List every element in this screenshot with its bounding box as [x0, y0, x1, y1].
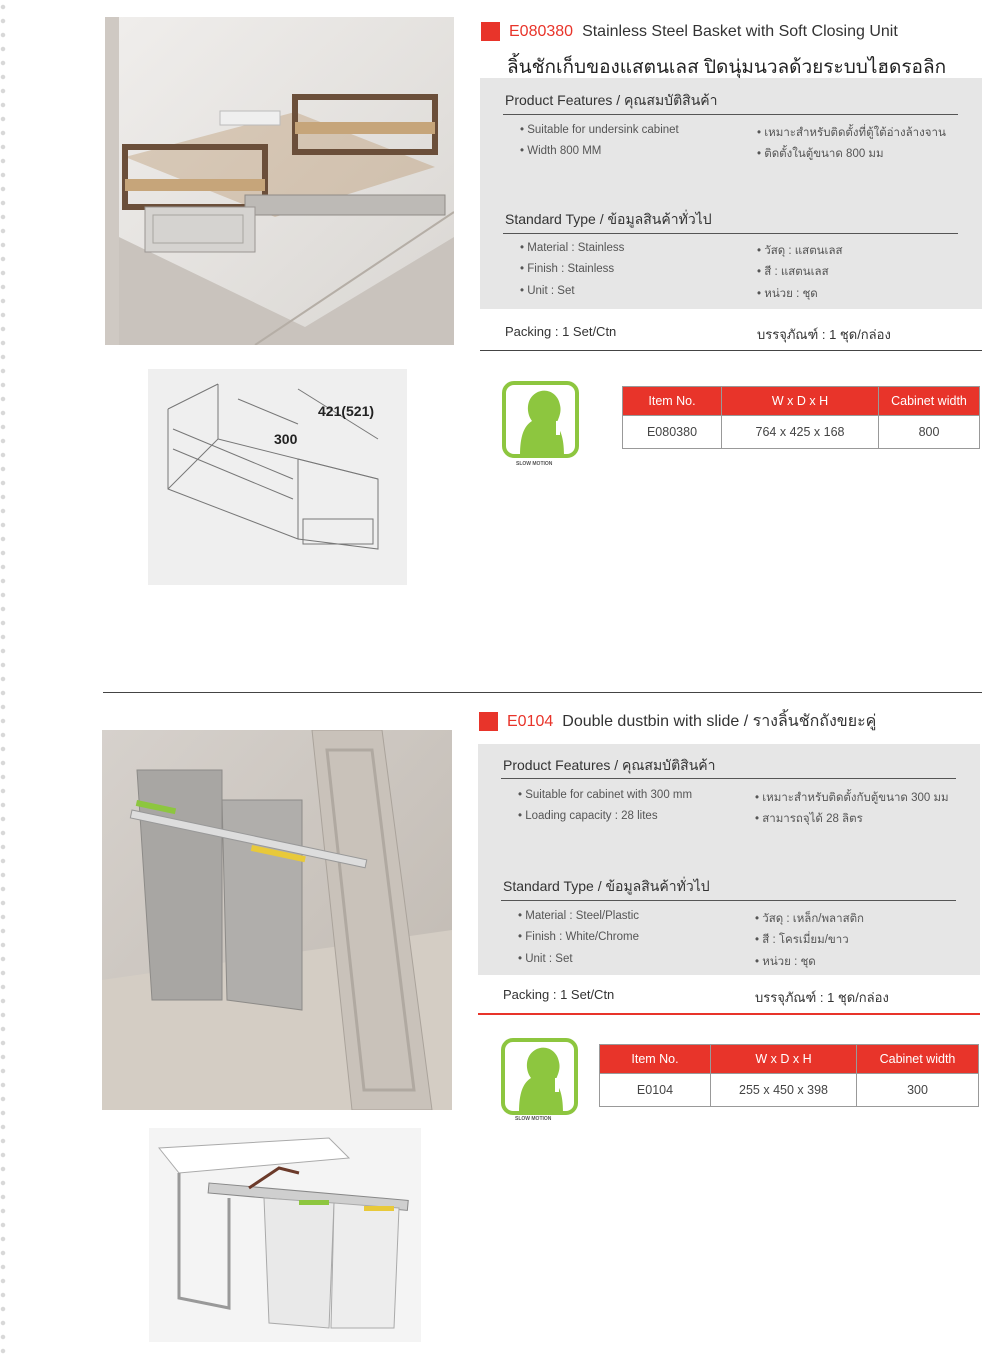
- heading-rule: [503, 114, 958, 115]
- table-header: W x D x H: [722, 387, 879, 416]
- features-heading: Product Features / คุณสมบัติสินค้า: [503, 757, 716, 773]
- product-code: E080380: [509, 22, 574, 40]
- standard-heading: Standard Type / ข้อมูลสินค้าทั่วไป: [503, 878, 710, 894]
- standard-item: • Material : Stainless: [520, 242, 624, 254]
- logo-caption: SLOW MOTION: [516, 461, 553, 467]
- table-row: [623, 416, 980, 449]
- feature-item: • Width 800 MM: [520, 145, 601, 157]
- divider-red: [478, 1013, 980, 1015]
- product-title-en: Stainless Steel Basket with Soft Closing Unit: [582, 22, 898, 40]
- table-cell: 300: [857, 1074, 979, 1107]
- feature-item: • Suitable for undersink cabinet: [520, 124, 679, 136]
- packing-en: Packing : 1 Set/Ctn: [505, 324, 617, 339]
- standard-item-th: • วัสดุ : แสตนเลส: [757, 242, 843, 260]
- feature-item-th: • ติดตั้งในตู้ขนาด 800 มม: [757, 145, 884, 163]
- standard-item: • Finish : Stainless: [520, 263, 614, 275]
- dimension-drawing: [148, 369, 407, 585]
- packing-th: บรรจุภัณฑ์ : 1 ชุด/กล่อง: [755, 990, 889, 1005]
- spec-table: [622, 386, 980, 449]
- standard-item-th: • วัสดุ : เหล็ก/พลาสติก: [755, 910, 864, 928]
- product-photo-dustbin-frame: [149, 1128, 421, 1342]
- table-header: Cabinet width: [879, 387, 980, 416]
- feature-item: • Loading capacity : 28 lites: [518, 810, 658, 822]
- standard-item-th: • สี : แสตนเลส: [757, 263, 829, 281]
- standard-item-th: • สี : โครเมี่ยม/ขาว: [755, 931, 849, 949]
- table-header: Item No.: [623, 387, 722, 416]
- table-row: [600, 1074, 979, 1107]
- product-code: E0104: [507, 712, 554, 730]
- packing-en: Packing : 1 Set/Ctn: [503, 987, 615, 1002]
- standard-heading: Standard Type / ข้อมูลสินค้าทั่วไป: [505, 211, 712, 227]
- product-photo-basket: [105, 17, 454, 345]
- standard-item: • Finish : White/Chrome: [518, 931, 639, 943]
- dimension-label: 421(521): [318, 403, 375, 419]
- standard-item-th: • หน่วย : ชุด: [757, 285, 818, 303]
- slow-motion-logo: [502, 381, 579, 467]
- table-header: W x D x H: [711, 1045, 857, 1074]
- slow-motion-logo: [501, 1038, 578, 1122]
- feature-item-th: • สามารถจุได้ 28 ลิตร: [755, 810, 863, 828]
- table-cell: 764 x 425 x 168: [722, 416, 879, 449]
- product-title-th: ลิ้นชักเก็บของแสตนเลส ปิดนุ่มนวลด้วยระบบไฮดรอลิก: [507, 57, 947, 78]
- packing-th: บรรจุภัณฑ์ : 1 ชุด/กล่อง: [757, 327, 891, 342]
- heading-rule: [501, 900, 956, 901]
- feature-item: • Suitable for cabinet with 300 mm: [518, 789, 692, 801]
- features-heading: Product Features / คุณสมบัติสินค้า: [505, 92, 718, 108]
- logo-caption: SLOW MOTION: [515, 1116, 552, 1122]
- standard-item: • Unit : Set: [518, 953, 573, 965]
- binding-holes: [0, 0, 14, 1361]
- divider: [480, 350, 982, 351]
- accent-square: [481, 22, 500, 41]
- heading-rule: [501, 778, 956, 779]
- section-divider: [103, 692, 982, 693]
- table-cell: E0104: [600, 1074, 711, 1107]
- table-cell: E080380: [623, 416, 722, 449]
- accent-square: [479, 712, 498, 731]
- table-header: Item No.: [600, 1045, 711, 1074]
- table-header: Cabinet width: [857, 1045, 979, 1074]
- dimension-label: 300: [274, 431, 298, 447]
- product-photo-dustbin: [102, 730, 452, 1110]
- heading-rule: [503, 233, 958, 234]
- standard-item-th: • หน่วย : ชุด: [755, 953, 816, 971]
- product-title: Double dustbin with slide / รางลิ้นชักถังขยะคู่: [562, 713, 877, 730]
- spec-table: [599, 1044, 979, 1107]
- table-cell: 255 x 450 x 398: [711, 1074, 857, 1107]
- standard-item: • Unit : Set: [520, 285, 575, 297]
- standard-item: • Material : Steel/Plastic: [518, 910, 639, 922]
- feature-item-th: • เหมาะสำหรับติดตั้งกับตู้ขนาด 300 มม: [755, 789, 949, 807]
- feature-item-th: • เหมาะสำหรับติดตั้งที่ตู้ใต้อ่างล้างจาน: [757, 124, 946, 142]
- table-cell: 800: [879, 416, 980, 449]
